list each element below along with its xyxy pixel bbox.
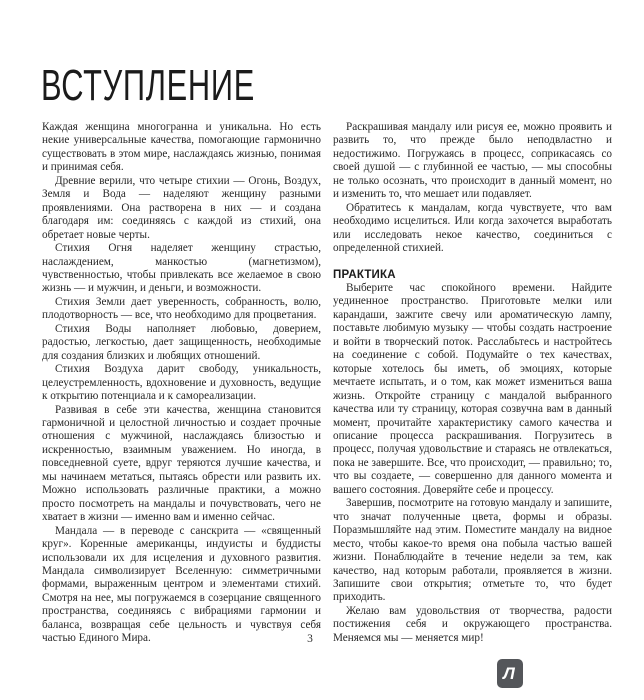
paragraph: Древние верили, что четыре стихии — Огонь, Воздух, Земля и Вода — наделяют женщину разными проявлениями. Она растворена в них — и создана благодаря им: соединяясь с каждой из стихий, она обретает новые черты. [42, 174, 321, 241]
page-number: 3 [307, 633, 313, 645]
paragraph: Стихия Воздуха дарит свободу, уникальность, целеустремленность, вдохновение и духовность, ведущие к открытию потенциала и к самореализации. [42, 363, 321, 403]
right-column [333, 121, 612, 645]
paragraph: Выберите час спокойного времени. Найдите уединенное пространство. Приготовьте мелки или карандаши, зажгите свечу или ароматическую лампу, поставьте любимую музыку — чтобы создать настроение и войти в творческий поток. Расслабьтесь и настройтесь на соединение с собой. Подумайте о тех качествах, которые хотелось бы иметь, об эмоциях, которые мечтаете испытать, и о том, как может измениться ваша жизнь. Откройте страницу с мандалой выбранного качества или ту страницу, которая созвучна вам в данный момент, прочитайте характеристику самого качества и описание процесса раскрашивания. Погрузитесь в процесс, получая удовольствие и стараясь не отвлекаться, пока не завершите. Все, что происходит, — правильно; то, что вы создаете, — совершенно для данного момента и вашего состояния. Доверяйте себе и процессу. [333, 281, 612, 496]
paragraph: Завершив, посмотрите на готовую мандалу и запишите, что значат полученные цвета, формы и образы. Поразмышляйте над этим. Поместите мандалу на видное место, чтобы какое-то время она побыла частью вашей жизни. Понаблюдайте в течение недели за тем, как качество, над которым работали, проявляется в жизни. Запишите свои открытия; отметьте то, что будет приходить. [333, 497, 612, 604]
paragraph: Стихия Огня наделяет женщину страстью, наслаждением, манкостью (магнетизмом), чувственностью, чтобы привлекать все желаемое в свою жизнь — и мужчин, и деньги, и возможности. [42, 242, 321, 295]
page-title: ВСТУПЛЕНИЕ [41, 61, 255, 110]
paragraph: Обратитесь к мандалам, когда чувствуете, что вам необходимо исцелиться. Или когда захочется выработать или исследовать некое качество, соединиться с определенной стихией. [333, 201, 612, 255]
paragraph: Мандала — в переводе с санскрита — «священный круг». Коренные американцы, индуисты и буддисты использовали их для исцеления и духовного развития. Мандала символизирует Вселенную: симметричными формами, выраженным центром и элементами стихий. Смотря на нее, мы погружаемся в созерцание священного пространства, соединяясь с вибрациями гармонии и баланса, возвращая себе цельность и чувствуя себя частью Единого Мира. [42, 524, 321, 645]
paragraph: Каждая женщина многогранна и уникальна. Но есть некие универсальные качества, помогающие гармонично существовать в этом мире, наслаждаясь жизнью, понимая и принимая себя. [42, 121, 321, 174]
left-column [42, 121, 321, 646]
paragraph: Желаю вам удовольствия от творчества, радости постижения себя и окружающего пространства. Меняемся мы — меняется мир! [333, 604, 612, 644]
paragraph: Раскрашивая мандалу или рисуя ее, можно проявить и развить то, что прежде было неподвластно и недостижимо. Погружаясь в процесс, соприкасаясь со своей душой — с глубинной ее частью, — мы способны не только осознать, что происходит в данный момент, но и изменить то, что мешает или подавляет. [333, 121, 612, 201]
labirint-logo [497, 659, 523, 688]
paragraph: Развивая в себе эти качества, женщина становится гармоничной и целостной личностью и создает прочные отношения с мужчиной, наслаждаясь близостью и искренностью, взаимным уважением. Но иногда, в повседневной суете, вдруг теряются лучшие качества, и мы начинаем метаться, пытаясь обрести или развить их. Можно использовать различные практики, а можно просто посмотреть на мандалы и почувствовать, чего не хватает в жизни — именно вам и именно сейчас. [42, 403, 321, 524]
paragraph: Стихия Земли дает уверенность, собранность, волю, плодотворность — все, что необходимо для процветания. [42, 295, 321, 322]
paragraph: Стихия Воды наполняет любовью, доверием, радостью, легкостью, дает защищенность, необходимые для создания близких и любящих отношений. [42, 322, 321, 362]
practice-heading: ПРАКТИКА [333, 268, 396, 281]
logo-letter: Л [503, 664, 515, 683]
